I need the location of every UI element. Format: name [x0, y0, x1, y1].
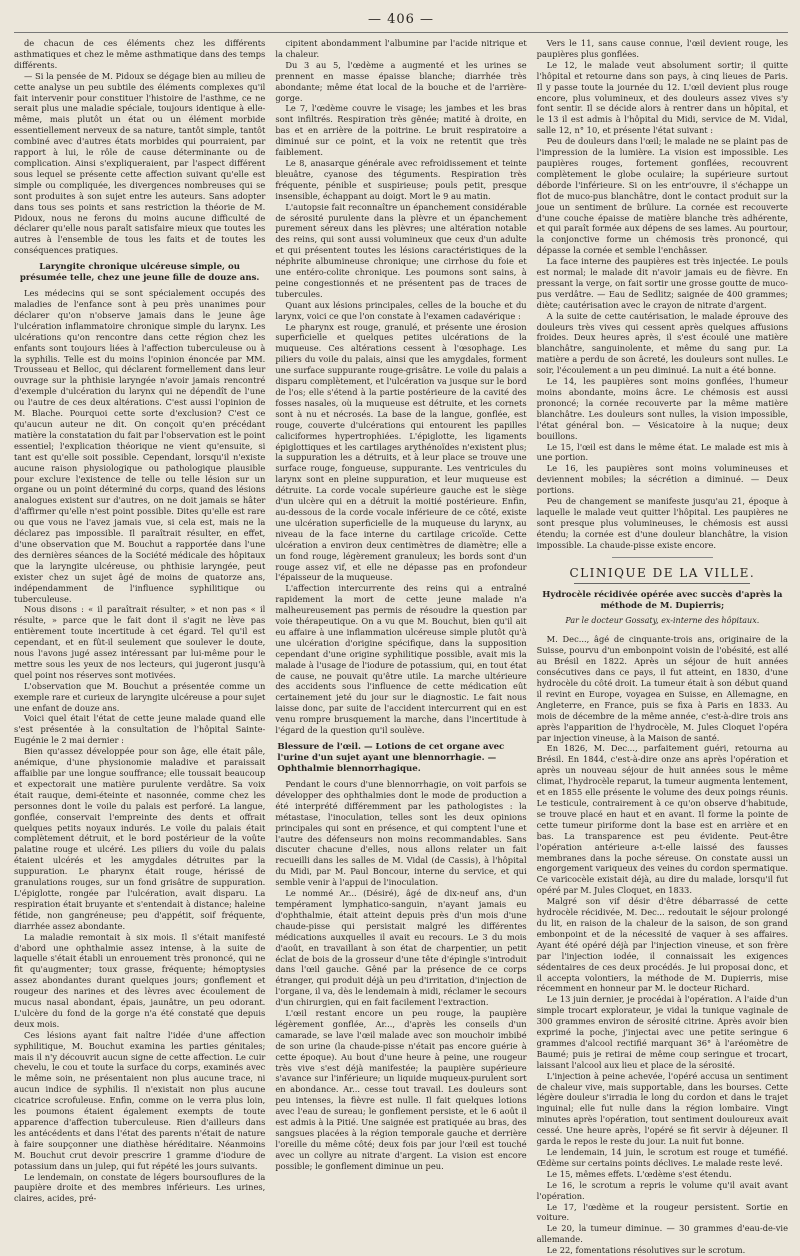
divider	[574, 583, 750, 584]
paragraph: Le 16, les paupières sont moins volumineuses et deviennent mobiles; la sécrétion a diminué. — Deux portions.	[536, 463, 788, 496]
paragraph: Le lendemain, on constate de légers boursouflures de la paupière droite et des membres inférieurs. Les urines, claires, acides, pré-	[14, 1171, 266, 1204]
paragraph: Pendant le cours d'une blennorrhagie, on voit parfois se développer des ophthalmies dont le mode de production a été interprété différemment par les pathologistes : la métastase, l'inoculation, telles sont les deux opinions principales qui sont en présence, et qui comptent l'une et l'autre des défenseurs non moins recommandables. Sans discuter chacune d'elles, nous allons relater un fait recueilli dans les salles de M. Vidal (de Cassis), à l'hôpital du Midi, par M. Paul Boncour, interne du service, et qui semble venir à l'appui de l'inoculation.	[275, 779, 527, 888]
paragraph: Bien qu'assez développée pour son âge, elle était pâle, anémique, d'une physionomie maladive et paraissait affaiblie par une longue souffrance; elle toussait beaucoup et expectorait une matière purulente verdâtre. Sa voix était rauque, demi-éteinte et nasonnée, comme chez les personnes dont le voile du palais est perforé. La langue, gonflée, conservait l'empreinte des dents et offrait quelques petits noyaux indurés. Le voile du palais était complètement détruit, et le bord postérieur de la voûte palatine rouge et ulcéré. Les piliers du voile du palais étaient ulcérés et les amygdales détruites par la suppuration. Le pharynx était rouge, hérissé de granulations rouges, sur un fond grisâtre de suppuration. L'épiglotte, rongée par l'ulcération, avait disparu. La respiration était bruyante et s'entendait à distance; haleine fétide, non gangréneuse; peu d'appétit, soif fréquente, diarrhée assez abondante.	[14, 746, 266, 931]
paragraph: Le 20, la tumeur diminue. — 30 grammes d'eau-de-vie allemande.	[536, 1223, 788, 1245]
paragraph: Le 12, le malade veut absolument sortir; il quitte l'hôpital et retourne dans son pays, à cinq lieues de Paris. Il y passe toute la journée du 12. L'œil devient plus rouge encore, plus volumineux, et des douleurs assez vives s'y font sentir. Il se décide alors à rentrer dans un hôpital, et le 13 il est admis à l'hôpital du Midi, service de M. Vidal, salle 12, n° 10, et présente l'état suivant :	[536, 59, 788, 136]
paragraph: Du 3 au 5, l'œdème a augmenté et les urines se prennent en masse épaisse blanche; diarrhée très abondante; même état local de la bouche et de l'arrière-gorge.	[275, 59, 527, 103]
paragraph: Le lendemain, 14 juin, le scrotum est rouge et tuméfié. Œdème sur certains points déclives. Le malade reste levé.	[536, 1147, 788, 1168]
paragraph: L'autopsie fait reconnaître un épanchement considérable de sérosité purulente dans la plèvre et un épanchement purement séreux dans les plèvres; une altération notable des reins, qui sont aussi volumineux que ceux d'un adulte et qui présentent toutes les lésions caractéristiques de la néphrite albumineuse chronique; une cirrhose du foie et une entéro-colite chronique. Les poumons sont sains, à peine congestionnés et ne présentent pas de traces de tubercules.	[275, 201, 527, 299]
paragraph: cipitent abondamment l'albumine par l'acide nitrique et la chaleur.	[275, 38, 527, 59]
paragraph: Le 22, fomentations résolutives sur le scrotum.	[546, 1245, 746, 1256]
text-columns	[14, 38, 788, 1256]
page-number: — 406 —	[367, 12, 435, 27]
paragraph: M. Dec..., âgé de cinquante-trois ans, originaire de la Suisse, pourvu d'un embonpoint voisin de l'obésité, est allé au Brésil en 1822. Après un séjour de huit années consécutives dans ce pays, il fut atteint, en 1830, d'une hydrocèle du côté droit. La tumeur était à son début quand il revint en Europe, voyagea en Suisse, en Allemagne, en Angleterre, en France, puis se fixa à Paris en 1833. Au mois de décembre de la même année, c'est-à-dire trois ans après l'apparition de l'hydrocèle, M. Jules Cloquet l'opéra par injection vineuse, à la Maison de santé.	[536, 634, 788, 743]
column-left	[14, 38, 266, 1204]
paragraph: Le 15, mêmes effets. L'œdème s'est étendu.	[546, 1168, 732, 1179]
paragraph: La face interne des paupières est très injectée. Le pouls est normal; le malade dit n'avoir jamais eu de fièvre. En pressant la verge, on fait sortir une grosse goutte de muco-pus verdâtre. — Eau de Sedlitz; saignée de 400 grammes; diète; cautérisation avec le crayon de nitrate d'argent.	[536, 256, 788, 310]
paragraph: Le 16, le scrotum a repris le volume qu'il avait avant l'opération.	[536, 1179, 788, 1201]
paragraph: Peu de douleurs dans l'œil; le malade ne se plaint pas de l'impression de la lumière. La vision est impossible. Les paupières rouges, fortement gonflées, recouvrent complètement le globe oculaire; la supérieure surtout déborde l'inférieure. Si on les entr'ouvre, il s'échappe un flot de muco-pus blanchâtre, dont le contact produit sur la joue un sentiment de brûlure. La cornée est recouverte d'une couche épaisse de matière blanche très adhérente, et qui paraît formée aux dépens de ses lames. Au pourtour, la conjonctive forme un chémosis très prononcé, qui dépasse la cornée et semble l'enchâsser.	[536, 136, 788, 256]
paragraph: Le 14, les paupières sont moins gonflées, l'humeur moins abondante, moins âcre. Le chémosis est aussi prononcé; la cornée recouverte par la même matière blanchâtre. Les douleurs sont nulles, la vision impossible, l'état général bon. — Vésicatoire à la nuque; deux bouillons.	[536, 376, 788, 441]
paragraph: L'observation que M. Bouchut a présentée comme un exemple rare et curieux de laryngite ulcéreuse a pour sujet une enfant de douze ans.	[14, 680, 266, 713]
paragraph: Quant aux lésions principales, celles de la bouche et du larynx, voici ce que l'on constate à l'examen cadavérique :	[275, 299, 527, 321]
paragraph: Le 8, anasarque générale avec refroidissement et teinte bleuâtre, cyanose des téguments. Respiration très fréquente, pénible et suspirieuse; pouls petit, presque insensible, échappant au doigt. Mort le 9 au matin.	[275, 157, 527, 201]
paragraph: Le 13 juin dernier, je procédai à l'opération. A l'aide d'un simple trocart explorateur, je vidai la tunique vaginale de 300 grammes environ de sérosité citrine. Après avoir bien exprimé la poche, j'injectai avec une petite seringue 6 grammes d'alcool rectifié marquant 36° à l'aréomètre de Baumé; puis je retirai de même coup seringue et trocart, laissant l'alcool aux lieu et place de la sérosité.	[536, 994, 788, 1070]
paragraph: Vers le 11, sans cause connue, l'œil devient rouge, les paupières plus gonflées.	[536, 38, 788, 59]
paragraph: Nous disons : « il paraîtrait résulter, » et non pas « il résulte, » parce que le fait dont il s'agit ne lève pas entièrement toute incertitude à cet égard. Tel qu'il est cependant, et en fût-il seulement que soulever le doute, nous l'avons jugé assez intéressant par lui-même pour le mettre sous les yeux de nos lecteurs, qui jugeront jusqu'à quel point nos réserves sont motivées.	[14, 604, 266, 680]
divider	[612, 557, 713, 558]
paragraph: Le 7, l'œdème couvre le visage; les jambes et les bras sont infiltrés. Respiration très gênée; matité à droite, en bas et en arrière de la poitrine. Le bruit respiratoire a diminué sur ce point, et la voix ne retentit que très faiblement.	[275, 103, 527, 158]
paragraph: L'affection intercurrente des reins qui a entraîné rapidement la mort de cette jeune malade n'a malheureusement pas permis de résoudre la question par voie thérapeutique. On a vu que M. Bouchut, bien qu'il ait eu affaire à une inflammation ulcéreuse simple plutôt qu'à une ulcération d'origine spécifique, dans la supposition cependant d'une origine syphilitique possible, avait mis la malade à l'usage de l'iodure de potassium, qui, en tout état de cause, ne pouvait qu'être utile. La marche ultérieure des accidents sous l'influence de cette médication eût certainement jeté du jour sur le diagnostic. Le fait nous laisse donc, par suite de l'accident intercurrent qui en est venu rompre brusquement la marche, dans l'incertitude à l'égard de la question qu'il soulève.	[275, 583, 527, 736]
paragraph: Le pharynx est rouge, granulé, et présente une érosion superficielle et quelques petites ulcérations de la muqueuse. Ces altérations cessent à l'œsophage. Les piliers du voile du palais, ainsi que les amygdales, forment une surface suppurante rouge-grisâtre. Le voile du palais a disparu complètement, et l'ulcération va jusque sur le bord de l'os; elle s'étend à la partie postérieure de la cavité des fosses nasales, où la muqueuse est détruite, et les cornets sont à nu et nécrosés. La base de la langue, gonflée, est rouge, couverte d'ulcérations qui entourent les papilles caliciformes hypertrophiées. L'épiglotte, les ligaments épiglottiques et les cartilages arythénoïdes n'existent plus; la suppuration les a détruits, et à leur place se trouve une surface rouge, fongueuse, suppurante. Les ventricules du larynx sont en pleine suppuration, et leur muqueuse est détruite. La corde vocale supérieure gauche est le siège d'un ulcère qui en a détruit la moitié postérieure. Enfin, au-dessous de la corde vocale inférieure de ce côté, existe une ulcération superficielle de la muqueuse du larynx, au niveau de la face interne du cartilage cricoïde. Cette ulcération a environ deux centimètres de diamètre; elle a un fond rouge, légèrement granuleux; les bords sont d'un rouge assez vif, et elle ne dépasse pas en profondeur l'épaisseur de la muqueuse.	[275, 321, 527, 583]
byline: Par le docteur Gossaty, ex-interne des hôpitaux.	[565, 615, 760, 625]
paragraph: La maladie remontait à six mois. Il s'était manifesté d'abord une ophthalmie assez intense, à la suite de laquelle s'était établi un enrouement très prononcé, qui ne fit qu'augmenter; toux grasse, fréquente; hémoptysies assez abondantes durant quelques jours; gonflement et rougeur des narines et des lèvres avec écoulement de mucus nasal abondant, épais, jaunâtre, un peu odorant. L'ulcère du fond de la gorge n'a été constaté que depuis deux mois.	[14, 931, 266, 1029]
paragraph: Malgré son vif désir d'être débarrassé de cette hydrocèle récidivée, M. Dec... redoutait le séjour prolongé du lit, en raison de la chaleur de la saison, de son grand embonpoint et de la nécessité de vaquer à ses affaires. Ayant été opéré déjà par l'injection vineuse, et son frère par l'injection iodée, il connaissait les exigences sédentaires de ces deux procédés. Je lui proposai donc, et il accepta volontiers, la méthode de M. Dupierris, mise récemment en honneur par M. le docteur Richard.	[536, 896, 788, 994]
section-heading-hydrocele: Hydrocèle récidivée opérée avec succès d'après la méthode de M. Dupierris;	[542, 589, 783, 611]
section-heading-laryngite: Laryngite chronique ulcéreuse simple, ou présumée telle, chez une jeune fille de douze ans.	[19, 262, 260, 284]
paragraph: L'œil restant encore un peu rouge, la paupière légèrement gonflée, Ar..., d'après les conseils d'un camarade, se lave l'œil malade avec son mouchoir imbibé de son urine (la chaude-pisse n'était pas encore guérie à cette époque). Au bout d'une heure à peine, une rougeur très vive s'est déjà manifestée; la paupière supérieure s'avance sur l'inférieure; un liquide muqueux-purulent sort en abondance. Ar... cesse tout travail. Les douleurs sont peu intenses, la fièvre est nulle. Il fait quelques lotions avec l'eau de sureau; le gonflement persiste, et le 6 août il est admis à la Pitié. Une saignée est pratiquée au bras, des sangsues placées à la région temporale gauche et derrière l'oreille du même côté; deux fois par jour l'œil est touché avec un collyre au nitrate d'argent. La vision est encore possible; le gonflement diminue un peu.	[275, 1008, 527, 1171]
paragraph: de chacun de ces éléments chez les différents asthmatiques et chez le même asthmatique dans des temps différents.	[14, 38, 266, 70]
rubric-title: CLINIQUE DE LA VILLE.	[569, 565, 756, 580]
paragraph: A la suite de cette cautérisation, le malade éprouve des douleurs très vives qui cessent après quelques affusions froides. Deux heures après, il s'est écoulé une matière blanchâtre, sanguinolente, et même du sang pur. La matière a perdu de son âcreté, les douleurs sont nulles. Le soir, l'écoulement a un peu diminué. La nuit a été bonne.	[536, 310, 788, 376]
column-right	[536, 38, 788, 1256]
paragraph: — Si la pensée de M. Pidoux se dégage bien au milieu de cette analyse un peu subtile des éléments complexes qu'il fait intervenir pour constituer l'histoire de l'asthme, ce ne serait plus une maladie spéciale, toujours identique à elle-même, mais plutôt un état ou un élément morbide essentiellement nerveux de sa nature, tantôt simple, tantôt combiné avec d'autres états morbides qui pourraient, par rapport à lui, le rôle de cause déterminante ou de complication. Ainsi s'expliqueraient, par l'aspect différent sous lequel se présente cette affection suivant qu'elle est simple ou compliquée, les divergences nombreuses qui se sont produites à son sujet entre les auteurs. Sans adopter dans tous ses points et sans restriction la théorie de M. Pidoux, nous ne ferons du moins aucune difficulté de déclarer qu'elle nous paraît satisfaire mieux que toutes les autres à l'ensemble de tous les faits et de toutes les conséquences pratiques.	[14, 70, 266, 256]
paragraph: En 1826, M. Dec..., parfaitement guéri, retourna au Brésil. En 1844, c'est-à-dire onze ans après l'opération et après un nouveau séjour de huit années sous le même climat, l'hydrocèle reparut, la tumeur augmenta lentement, et en 1855 elle présente le volume des deux poings réunis. Le testicule, contrairement à ce qu'on observe d'habitude, se trouve placé en haut et en avant. Il forme la pointe de cette tumeur piriforme dont la base est en arrière et en bas. La transparence est peu évidente. Peut-être l'opération antérieure a-t-elle laissé des fausses membranes dans la poche séreuse. On constate aussi un engorgement variqueux des veines du cordon spermatique. Ce varicocèle existait déjà, au dire du malade, lorsqu'il fut opéré par M. Jules Cloquet, en 1833.	[536, 743, 788, 896]
column-middle	[275, 38, 527, 1171]
paragraph: Le nommé Ar... (Désiré), âgé de dix-neuf ans, d'un tempérament lymphatico-sanguin, n'ayant jamais eu d'ophthalmie, était atteint depuis près d'un mois d'une chaude-pisse qui persistait malgré les différentes médications auxquelles il avait eu recours. Le 3 du mois d'août, en travaillant à son état de charpentier, un petit éclat de bois de la grosseur d'une tête d'épingle s'introduit dans l'œil gauche. Gêné par la présence de ce corps étranger, qui produit déjà un peu d'irritation, d'injection de l'organe, il va, dès le lendemain à midi, réclamer le secours d'un chirurgien, qui en fait facilement l'extraction.	[275, 888, 527, 1008]
paragraph: L'injection à peine achevée, l'opéré accusa un sentiment de chaleur vive, mais supportable, dans les bourses. Cette légère douleur s'irradia le long du cordon et dans le trajet inguinal; elle fut nulle dans la région lombaire. Vingt minutes après l'opération, tout sentiment douloureux avait cessé. Une heure après, l'opéré se fit servir à déjeuner. Il garda le repos le reste du jour. La nuit fut bonne.	[536, 1070, 788, 1147]
paragraph: Le 17, l'œdème et la rougeur persistent. Sortie en voiture.	[536, 1201, 788, 1223]
paragraph: Le 15, l'œil est dans le même état. Le malade est mis à une portion.	[536, 441, 788, 463]
paragraph: Peu de changement se manifeste jusqu'au 21, époque à laquelle le malade veut quitter l'hôpital. Les paupières ne sont presque plus volumineuses, le chémosis est aussi étendu; la cornée est d'une douleur blanchâtre, la vision impossible. La chaude-pisse existe encore.	[536, 496, 788, 550]
section-heading-blessure-oeil: Blessure de l'œil. — Lotions de cet organe avec l'urine d'un sujet ayant une blennorrhagie. — Ophthalmie blennorrhagique.	[277, 742, 505, 774]
paragraph: Les médecins qui se sont spécialement occupés des maladies de l'enfance sont à peu près unanimes pour déclarer qu'on n'observe jamais dans le jeune âge l'ulcération inflammatoire chronique simple du larynx. Les ulcérations qu'on rencontre dans cette région chez les enfants sont toujours liées à l'affection tuberculeuse ou à la syphilis. Telle est du moins l'opinion énoncée par MM. Trousseau et Belloc, qui déclarent formellement dans leur ouvrage sur la phthisie laryngée n'avoir jamais rencontré d'exemple d'ulcération du larynx qui ne dépendît de l'une ou l'autre de ces deux altérations. C'est aussi l'opinion de M. Blache. Pourquoi cette sorte d'exclusion? C'est ce qu'aucun auteur ne dit. On conçoit qu'en précédant matière la constatation du fait par l'observation est le point essentiel; l'explication théorique ne vient qu'ensuite, si tant est qu'elle soit possible. Cependant, lorsqu'il n'existe aucune raison physiologique ou pathologique plausible pour exclure l'existence de telle ou telle lésion sur un organe ou un point déterminé du corps, quand des lésions analogues existent sur d'autres, on ne doit jamais se hâter d'affirmer qu'elle n'est point possible. Dites qu'elle est rare ou que vous ne l'avez jamais vue, si cela est, mais ne la déclarez pas impossible. Il paraîtrait résulter, en effet, d'une observation que M. Bouchut a rapportée dans l'une des dernières séances de la Société médicale des hôpitaux que la laryngite ulcéreuse, ou phthisie laryngée, peut exister chez un sujet âgé de moins de quatorze ans, indépendamment de l'influence syphilitique ou tuberculeuse.	[14, 288, 266, 604]
paragraph: Ces lésions ayant fait naître l'idée d'une affection syphilitique, M. Bouchut examina les parties génitales; mais il n'y découvrit aucun signe de cette affection. Le cuir chevelu, le cou et toute la surface du corps, examinés avec le même soin, ne présentaient non plus aucune trace, ni aucun indice de syphilis. Il n'existait non plus aucune cicatrice scrofuleuse. Enfin, comme on le verra plus loin, les poumons étaient également exempts de toute apparence d'affection tuberculeuse. Rien d'ailleurs dans les antécédents et dans l'état des parents n'était de nature à faire soupçonner une diathèse héréditaire. Néanmoins M. Bouchut crut devoir prescrire 1 gramme d'iodure de potassium dans un julep, qui fut répété les jours suivants.	[14, 1029, 266, 1171]
page-header	[14, 10, 788, 33]
paragraph: Voici quel était l'état de cette jeune malade quand elle s'est présentée à la consultation de l'hôpital Sainte-Eugénie le 2 mai dernier :	[14, 713, 266, 746]
